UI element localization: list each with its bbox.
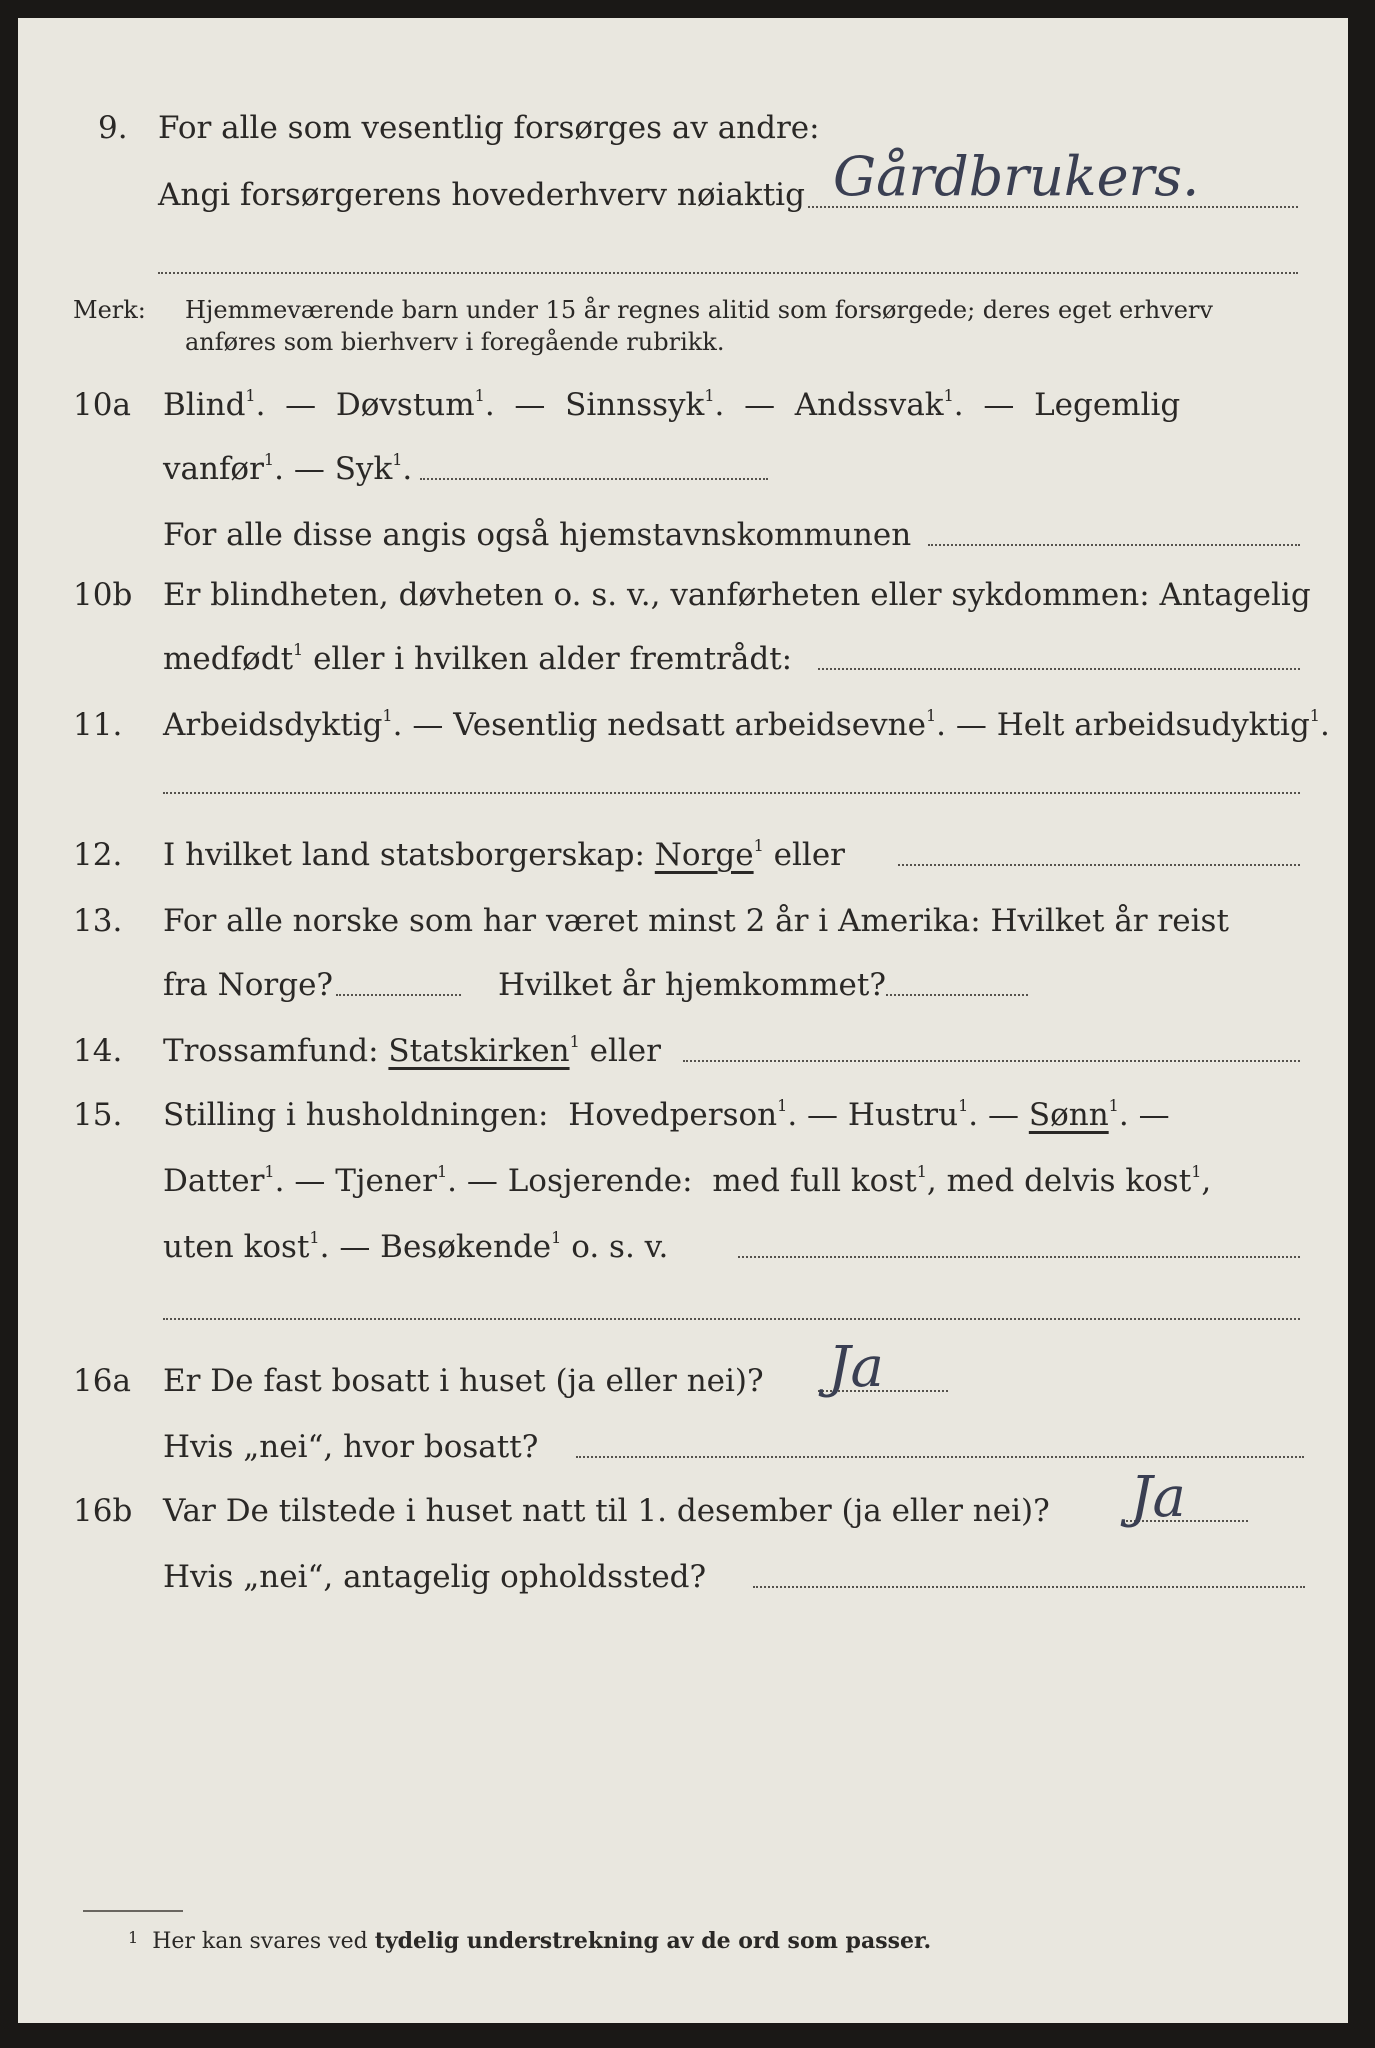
q16b-opholdssted-line bbox=[753, 1586, 1305, 1588]
option-delvis-kost: med delvis kost bbox=[946, 1163, 1192, 1199]
q10a-line1: Blind$^1$. — Døvstum$^1$. — Sinnssyk$^1$. — Andssvak$^1$. — Legemlig bbox=[163, 386, 1181, 423]
option-udyktig: Helt arbeidsudyktig bbox=[996, 707, 1310, 743]
q14-number: 14. bbox=[73, 1033, 123, 1069]
q10a-line3: For alle disse angis også hjemstavnskommunen bbox=[163, 517, 912, 553]
q12-answer-line bbox=[898, 864, 1300, 866]
footnote-text: Her kan svares ved bbox=[152, 1929, 368, 1954]
q9-extra-line bbox=[158, 272, 1298, 274]
q16b-line1: Var De tilstede i huset natt til 1. desember (ja eller nei)? bbox=[163, 1493, 1050, 1529]
option-statskirken-underlined: Statskirken bbox=[388, 1033, 570, 1069]
merk-line1: Hjemmeværende barn under 15 år regnes alitid som forsørgede; deres eget erhverv bbox=[185, 296, 1213, 324]
q9-number: 9. bbox=[98, 110, 128, 146]
q15-line1: Stilling i husholdningen: Hovedperson$^1$. — Hustru$^1$. — Sønn$^1$. — bbox=[163, 1096, 1170, 1133]
q10b-line2: medfødt$^1$ eller i hvilken alder fremtrådt: bbox=[163, 640, 793, 677]
q10a-kommune-line bbox=[928, 544, 1300, 546]
q16a-line1: Er De fast bosatt i huset (ja eller nei)? bbox=[163, 1363, 764, 1399]
q9-handwritten-answer: Gårdbrukers. bbox=[833, 145, 1200, 208]
option-uten-kost: uten kost bbox=[163, 1229, 310, 1265]
q13-fra-line bbox=[336, 994, 461, 996]
q9-line1: For alle som vesentlig forsørges av andre: bbox=[158, 110, 820, 146]
q13-fra-norge: fra Norge? bbox=[163, 967, 334, 1003]
footnote-rule bbox=[83, 1910, 183, 1912]
option-dovstum: Døvstum bbox=[335, 387, 475, 423]
merk-label: Merk: bbox=[73, 296, 146, 324]
option-hovedperson: Hovedperson bbox=[568, 1097, 778, 1133]
q12-number: 12. bbox=[73, 837, 123, 873]
footnote-mark: 1 bbox=[128, 1928, 139, 1947]
q11-extra-line bbox=[163, 792, 1300, 794]
q16b-handwritten-answer: Ja bbox=[1130, 1465, 1186, 1530]
q13-number: 13. bbox=[73, 903, 123, 939]
q11-number: 11. bbox=[73, 707, 123, 743]
q10a-number: 10a bbox=[73, 387, 131, 423]
option-tjener: Tjener bbox=[335, 1163, 437, 1199]
footnote-bold-text: tydelig understrekning av de ord som passer. bbox=[374, 1928, 932, 1954]
option-blind: Blind bbox=[163, 387, 246, 423]
q10b-line1: Er blindheten, døvheten o. s. v., vanførheten eller sykdommen: Antagelig bbox=[163, 577, 1311, 613]
q13-hjem-line bbox=[886, 994, 1028, 996]
option-legemlig: Legemlig bbox=[1034, 387, 1181, 423]
q10a-line2: vanfør$^1$. — Syk$^1$. bbox=[163, 450, 413, 487]
q15-line2: Datter$^1$. — Tjener$^1$. — Losjerende: med full kost$^1$, med delvis kost$^1$, bbox=[163, 1162, 1212, 1199]
q14-line: Trossamfund: Statskirken$^1$ eller bbox=[163, 1032, 661, 1069]
option-datter: Datter bbox=[163, 1163, 265, 1199]
footnote bbox=[128, 1930, 931, 1953]
q15-number: 15. bbox=[73, 1097, 123, 1133]
q10b-number: 10b bbox=[73, 577, 133, 613]
option-besokende: Besøkende bbox=[380, 1229, 552, 1265]
merk-line2: anføres som bierhverv i foregående rubrikk. bbox=[185, 328, 725, 356]
q16a-line2: Hvis „nei“, hvor bosatt? bbox=[163, 1429, 539, 1465]
q16a-number: 16a bbox=[73, 1363, 131, 1399]
q16a-handwritten-answer: Ja bbox=[828, 1335, 884, 1400]
option-vanfor: vanfør bbox=[163, 451, 264, 487]
q13-line1: For alle norske som har været minst 2 år i Amerika: Hvilket år reist bbox=[163, 903, 1229, 939]
q16b-line2: Hvis „nei“, antagelig opholdssted? bbox=[163, 1559, 707, 1595]
option-syk: Syk bbox=[334, 451, 393, 487]
option-hustru: Hustru bbox=[847, 1097, 959, 1133]
option-andssvak: Andssvak bbox=[794, 387, 944, 423]
q16b-number: 16b bbox=[73, 1493, 133, 1529]
option-medfodt: medfødt bbox=[163, 641, 294, 677]
q16a-bosatt-line bbox=[576, 1456, 1304, 1458]
option-norge-underlined: Norge bbox=[654, 837, 754, 873]
option-sinnssyk: Sinnssyk bbox=[565, 387, 705, 423]
q13-hjemkommet: Hvilket år hjemkommet? bbox=[498, 967, 886, 1003]
option-nedsatt: Vesentlig nedsatt arbeidsevne bbox=[453, 707, 926, 743]
option-sonn-underlined: Sønn bbox=[1028, 1097, 1109, 1133]
q11-options: Arbeidsdyktig$^1$. — Vesentlig nedsatt arbeidsevne$^1$. — Helt arbeidsudyktig$^1$. bbox=[163, 706, 1330, 743]
q15-answer-line bbox=[738, 1256, 1300, 1258]
option-full-kost: med full kost bbox=[712, 1163, 917, 1199]
q10a-answer-line bbox=[420, 478, 768, 480]
option-arbeidsdyktig: Arbeidsdyktig bbox=[163, 707, 383, 743]
q15-extra-line bbox=[163, 1318, 1300, 1320]
q14-answer-line bbox=[683, 1060, 1300, 1062]
q15-line3: uten kost$^1$. — Besøkende$^1$ o. s. v. bbox=[163, 1228, 669, 1265]
q9-line2: Angi forsørgerens hovederhverv nøiaktig bbox=[158, 177, 805, 213]
q10b-answer-line bbox=[818, 668, 1300, 670]
q12-line: I hvilket land statsborgerskap: Norge$^1$ eller bbox=[163, 836, 845, 873]
census-form-page bbox=[18, 18, 1348, 2023]
